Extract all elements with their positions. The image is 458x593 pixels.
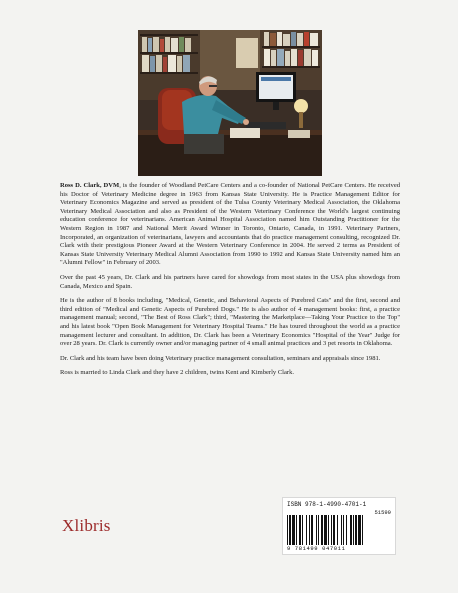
publisher-logo: Xlibris	[62, 516, 111, 535]
barcode-bar	[306, 515, 307, 545]
bio-paragraph-1-text: , is the founder of Woodland PetCare Centers and a co-founder of National PetCare Centers. He received his Doctor of Veterinary Medicine degree in 1963 from Kansas State University. He is Practice Management Editor for Veterinary Economics Magazine and served as president of the Tulsa County Veterinary Medical Association, the Oklahoma Veterinary Medical Association and also as President of the Western Veterinary Conference the World's largest continuing education conference for veterinarians. American Animal Hospital Association named him Outstanding Practitioner for the Western Region in 1987 and National Merit Award Winner in Toronto, Ontario, Canada, in 1991. Veterinary Partners, Incorporated, an organization of veterinarians, lawyers and accountants that do practice management consulting, recognized Dr. Clark with their prestigious Pioneer Award at the Western Veterinary Conference in 2004. He served 2 terms as President of Kansas State University Veterinary Medical Alumni Association from 1990 to 1992 and Kansas State University named him an "Alumni Fellow" in February of 2003.	[60, 182, 401, 267]
barcode-bar	[316, 515, 317, 545]
barcode-bar	[289, 515, 291, 545]
barcode-bar	[346, 515, 347, 545]
bio-paragraph-4: Dr. Clark and his team have been doing Veterinary practice management consultation, seminars and appraisals since 1981.	[60, 354, 381, 362]
barcode-bar	[337, 515, 338, 545]
barcode-bar	[358, 515, 361, 545]
isbn-number: ISBN 978-1-4990-4701-1	[287, 501, 367, 508]
author-photo	[138, 30, 322, 176]
barcode-bar	[362, 515, 363, 545]
bio-paragraph-2: Over the past 45 years, Dr. Clark and his partners have cared for showdogs from most states in the USA plus showdogs from Canada, Mexico and Spain.	[60, 273, 400, 290]
barcode-bar	[302, 515, 303, 545]
barcode-bar	[287, 515, 288, 545]
barcode-bar	[350, 515, 352, 545]
barcode-bar	[331, 515, 332, 545]
bio-paragraph-3: He is the author of 8 books including, "Medical, Genetic, and Behavioral Aspects of Purebred Cats" and the first, second and third edition of "Medical and Genetic Aspects of Purebred Dogs." He is also author of 4 management books: first, a practice management manual; second, "The Best of Ross Clark"; third, "Mastering the Marketplace—Taking Your Practice to the Top" and his latest book "Open Book Management for Veterinary Hospital Teams." He has toured throughout the world as a practice management lecturer and consultant. In addition, Dr. Clark has been a Veterinary Economics "Hospital of the Year" Judge for over 28 years. Dr. Clark is currently owner and/or managing partner of 4 small animal practices and 3 pet resorts in Oklahoma.	[60, 297, 400, 348]
barcode-bar	[311, 515, 313, 545]
author-name: Ross D. Clark, DVM	[60, 182, 120, 189]
barcode-digits: 9 781499 047011	[287, 545, 346, 552]
barcode-bar	[333, 515, 335, 545]
barcode-bars	[287, 515, 391, 545]
barcode-bar	[299, 515, 301, 545]
barcode-bar	[318, 515, 319, 545]
barcode-bar	[341, 515, 342, 545]
author-bio	[60, 182, 400, 384]
isbn-barcode	[282, 497, 396, 555]
barcode-bar	[353, 515, 354, 545]
barcode-bar	[296, 515, 297, 545]
barcode-bar	[309, 515, 310, 545]
barcode-bar	[324, 515, 327, 545]
barcode-bar	[328, 515, 329, 545]
bio-paragraph-1	[60, 182, 400, 268]
barcode-bar	[292, 515, 295, 545]
barcode-bar	[343, 515, 344, 545]
barcode-bar	[321, 515, 323, 545]
bio-paragraph-5: Ross is married to Linda Clark and they have 2 children, twins Kent and Kimberly Clark.	[60, 369, 294, 377]
price-code: 51599	[374, 509, 391, 516]
barcode-bar	[355, 515, 357, 545]
